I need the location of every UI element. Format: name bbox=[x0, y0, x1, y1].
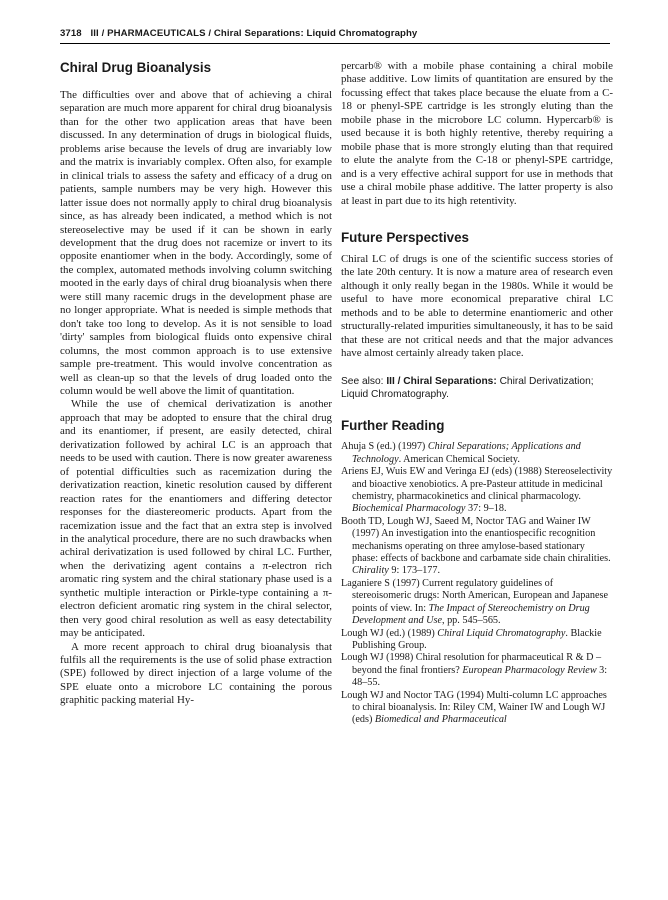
left-column bbox=[60, 60, 332, 708]
paragraph: percarb® with a mobile phase containing a chiral mobile phase additive. Low limits of quantitation are ensured by the focussing effect that takes place because the eluate from a C-18 or phenyl-SPE cartridge is les strongly eluting than the mobile phase in the microbore LC column. Hypercarb® is used because it is both highly retentive, thereby requiring a mobile phase that is more strongly eluting than that required to elute the analyte from the C-18 or phenyl-SPE cartridge, and is a very effective achiral support for use in methods that use a chiral mobile phase additive. The latter property is also at least in part due to its high retentivity. bbox=[341, 60, 613, 207]
paragraph: The difficulties over and above that of achieving a chiral separation are much more apparent for chiral drug bioanalysis than for the other two application areas that have been discussed. In any determination of drugs in biological fluids, problems arise because the levels of drug are invariably low and the matrix is invariably complex. Often also, for example in clinical trials to assess the safety and efficacy of a drug on patients, sample numbers may be very high. However this latter issue does not normally apply to chiral drug bioanalysis since, as has already been indicated, a method which is not stereoselective may be used if it can be shown in early development that the drug does not racemize or invert to its opposite enantiomer when in the body. Accordingly, some of the complex, automated methods involving column switching mooted in the early days of chiral drug bioanalysis when there were still many racemic drugs in the development phase are no longer appropriate. What is needed is simple methods that don't take too long to develop. As it is not sensible to load 'dirty' samples from biological fluids onto expensive chiral columns, the most common approach is to use extensive sample pre-treatment. This would involve concentration as well as clean-up so that the levels of drug loaded onto the column would be well above the limit of quantitation. bbox=[60, 89, 332, 397]
section-heading: Chiral Drug Bioanalysis bbox=[60, 60, 212, 75]
reference: Lough WJ (1998) Chiral resolution for pharmaceutical R & D – beyond the final frontiers? European Pharmacology Review 3: 48–55. bbox=[341, 652, 608, 689]
reference: Lough WJ (ed.) (1989) Chiral Liquid Chromatography. Blackie Publishing Group. bbox=[341, 627, 602, 651]
reference: Ahuja S (ed.) (1997) Chiral Separations; Applications and Technology. American Chemical Society. bbox=[341, 441, 581, 465]
see-also bbox=[341, 375, 613, 402]
paragraph: While the use of chemical derivatization is another approach that may be adopted to ensure that the chiral drug and its enantiomer, if present, are easily detected, chiral derivatization followed by achiral LC is an approach that needs to be used with caution. There is now greater awareness of potential difficulties such as racemization during the derivatization reaction, kinetic resolution caused by different reaction rates for the enantiomers and differing detector responses for the diastereomeric products. Apart from the racemization issue and the fact that an extra step is involved in the analytical procedure, there are no such drawbacks when achiral derivatization is used followed by chiral LC. Further, when the derivatizing agent contains a π-electron rich aromatic ring system and the chiral stationary phase used is a synthetic multiple interaction or Pirkle-type containing a π-electron deficient aromatic ring system in the chiral selector, then very good chiral resolution as well as easy detectability may be anticipated. bbox=[60, 398, 332, 640]
running-header bbox=[60, 28, 610, 39]
reference: Booth TD, Lough WJ, Saeed M, Noctor TAG and Wainer IW (1997) An investigation into the enantiospecific recognition mechanisms operating on three amylose-based stationary phase: effects of backbone and carbamate side chain chiralities. Chirality 9: 173–177. bbox=[341, 515, 611, 577]
header-rule bbox=[60, 43, 610, 44]
reference: Ariens EJ, Wuis EW and Veringa EJ (eds) (1988) Stereoselectivity and bioactive xenobiotics. A pre-Pasteur attitude in medicinal chemistry, pharmacokinetics and clinical pharmacology. Biochemical Pharmacology 37: 9–18. bbox=[341, 466, 613, 515]
page-number: 3718 bbox=[60, 28, 82, 39]
section-heading: Further Reading bbox=[341, 418, 445, 434]
right-column bbox=[341, 60, 613, 727]
paragraph: A more recent approach to chiral drug bioanalysis that fulfils all the requirements is the use of solid phase extraction (SPE) followed by direct injection of a large volume of the SPE eluate onto a microbore LC containing the porous graphitic packing material Hy- bbox=[60, 640, 332, 707]
reference-list bbox=[341, 441, 613, 726]
see-also-link[interactable]: III / Chiral Separations: bbox=[386, 375, 497, 387]
section-title: III / PHARMACEUTICALS / Chiral Separations: Liquid Chromatography bbox=[90, 28, 418, 39]
see-also-text: Chiral Derivatization; Liquid Chromatography. bbox=[341, 375, 594, 401]
section-heading: Future Perspectives bbox=[341, 229, 470, 245]
see-also-label: See also: bbox=[341, 375, 384, 387]
reference: Lough WJ and Noctor TAG (1994) Multi-column LC approaches to chiral bioanalysis. In: Riley CM, Wainer IW and Lough WJ (eds) Biomedical and Pharmaceutical bbox=[341, 689, 607, 726]
reference: Laganiere S (1997) Current regulatory guidelines of stereoisomeric drugs: North American, European and Japanese points of view. In: The Impact of Stereochemistry on Drug Development and Use, pp. 545–565. bbox=[341, 577, 609, 627]
paragraph: Chiral LC of drugs is one of the scientific success stories of the late 20th century. It is now a mature area of research even although it only really began in the 1980s. While it would be useful to have more economical preparative chiral LC methods and to be able to determine enantiomeric and other structurally-related impurities simultaneously, it has to be said that these are not critical needs and that the major advances have almost certainly already taken place. bbox=[341, 252, 613, 360]
